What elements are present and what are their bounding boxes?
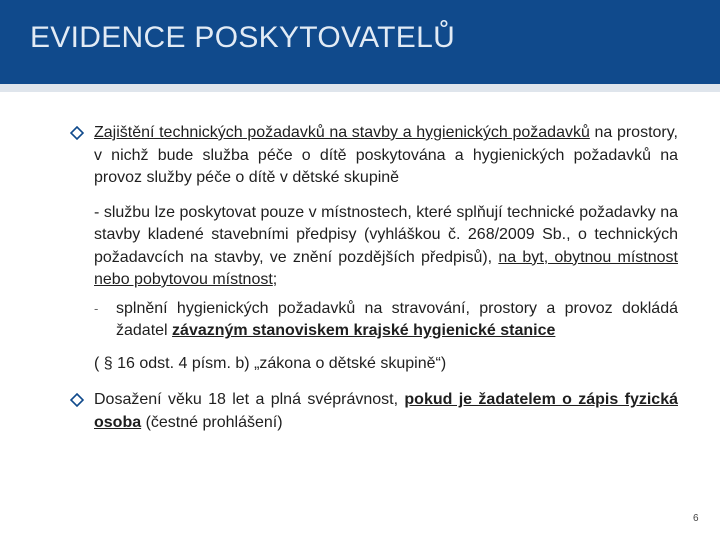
bullet2-text-start: Dosažení věku 18 let a plná svéprávnost, (94, 391, 405, 408)
title-bar (0, 0, 720, 84)
sub-paragraph-intro (94, 202, 678, 292)
slide-title: EVIDENCE POSKYTOVATELŮ (30, 21, 456, 54)
bullet-item-technical-requirements (72, 122, 678, 375)
page-number: 6 (693, 513, 699, 524)
dash-text-plain: splnění hygienických požadavků na stravování, prostory a provoz dokládá žadatel (116, 299, 678, 339)
hollow-diamond-icon (70, 393, 84, 407)
bullet-heading-rest: na prostory, v nichž bude služba péče o dítě poskytována a hygienických požadavků na provoz služby péče o dítě v dětské skupině (94, 124, 679, 186)
slide-content (72, 122, 678, 434)
bullet-text (94, 122, 678, 190)
title-divider (0, 84, 720, 92)
dash-marker: - (94, 300, 99, 316)
dash-item-text (116, 298, 678, 343)
dash-text-emphasis: závazným stanoviskem krajské hygienické stanice (172, 322, 556, 339)
sub-paragraph-underlined: na byt, obytnou místnost nebo pobytovou místnost (94, 248, 678, 288)
sub-paragraph-text: - službu lze poskytovat pouze v místnostech, které splňují technické požadavky na stavby kladené stavebními předpisy (vyhláškou č. 268/2009 Sb., o technických požadavcích na stavby, ve znění pozdějších předpisů), (94, 203, 678, 266)
dash-item-hygiene (94, 298, 678, 343)
legal-reference: ( § 16 odst. 4 písm. b) „zákona o dětské skupině“) (94, 354, 447, 372)
sub-paragraph-end: ; (272, 271, 278, 288)
bullet2-text-end: (čestné prohlášení) (141, 413, 283, 431)
bullet-text (94, 389, 678, 434)
bullet-heading-underlined: Zajištění technických požadavků na stavby a hygienických požadavků (94, 124, 590, 141)
bullet-item-age-requirement (72, 389, 678, 434)
hollow-diamond-icon (70, 126, 84, 140)
bullet2-text-emphasis: pokud je žadatelem o zápis fyzická osoba (94, 391, 678, 431)
